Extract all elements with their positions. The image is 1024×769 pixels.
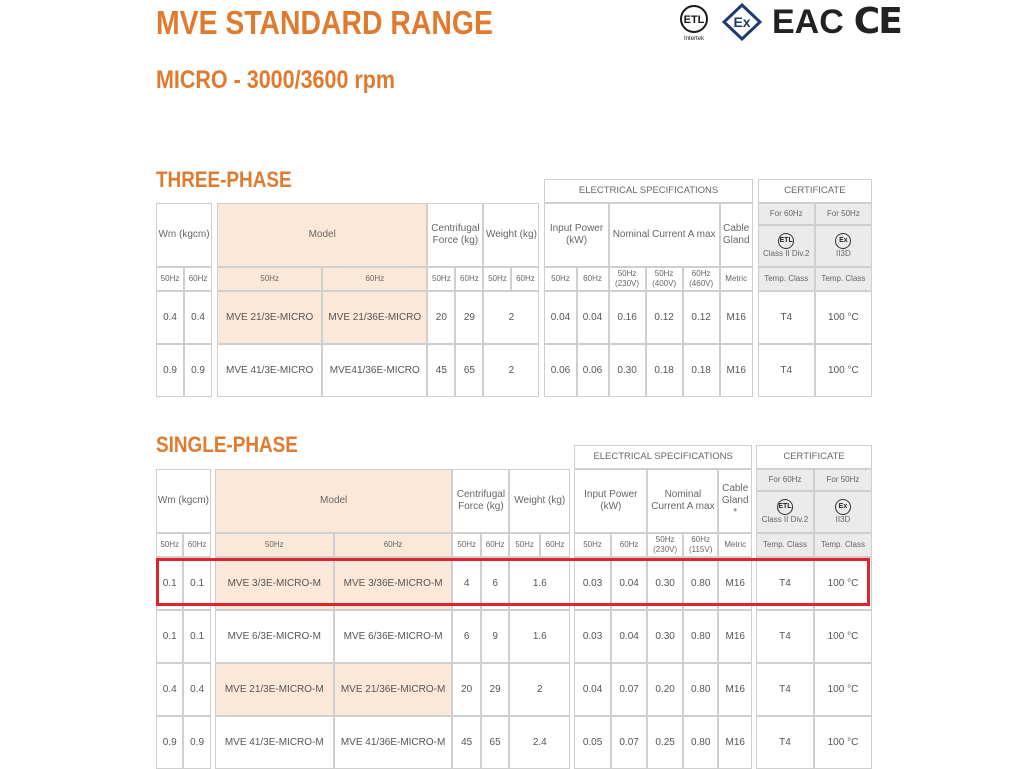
three-phase-title: THREE-PHASE [156, 167, 292, 192]
weight-header: Weight (kg) [483, 203, 539, 267]
metric-subheader: Metric [720, 267, 753, 291]
force-50hz-subheader: 50Hz [452, 533, 480, 557]
certificate-header: CERTIFICATE [756, 445, 872, 469]
ex-label: Ex [733, 14, 751, 30]
current-115v-subheader: 60Hz (115V) [683, 533, 719, 557]
force-60hz-subheader: 60Hz [481, 533, 509, 557]
weight-60hz-subheader: 60Hz [511, 267, 539, 291]
wm-50hz-subheader: 50Hz [156, 267, 184, 291]
temp-class-60-subheader: Temp. Class [758, 267, 815, 291]
nominal-current-header: Nominal Current A max [609, 203, 720, 267]
certification-logos [676, 2, 901, 42]
input-power-header: Input Power (kW) [544, 203, 608, 267]
single-phase-title: SINGLE-PHASE [156, 432, 298, 457]
cable-gland-header: Cable Gland * [718, 469, 752, 533]
cert-60hz-cell [758, 225, 815, 267]
nominal-current-header: Nominal Current A max [647, 469, 718, 533]
table-row-highlighted: 0.1 0.1 MVE 3/3E-MICRO-M MVE 3/36E-MICRO-M 4 6 1.6 0.03 0.04 0.30 0.80 M16 T4 100 °C [156, 557, 872, 610]
three-phase-table [156, 179, 872, 397]
weight-header: Weight (kg) [509, 469, 570, 533]
model-header: Model [215, 469, 453, 533]
wm-60hz-subheader: 60Hz [184, 267, 212, 291]
weight-50hz-subheader: 50Hz [509, 533, 539, 557]
weight-50hz-subheader: 50Hz [483, 267, 511, 291]
metric-subheader: Metric [718, 533, 752, 557]
model-60hz-subheader: 60Hz [322, 267, 427, 291]
etl-listed-icon [676, 3, 712, 41]
cert-60hz-label: Class II Div.2 [761, 515, 809, 525]
model-header: Model [217, 203, 427, 267]
input-power-header: Input Power (kW) [574, 469, 647, 533]
power-60hz-subheader: 60Hz [611, 533, 648, 557]
page-title: MVE STANDARD RANGE [156, 4, 493, 41]
force-50hz-subheader: 50Hz [427, 267, 455, 291]
table-row: 0.4 0.4 MVE 21/3E-MICRO-M MVE 21/36E-MICRO-M 20 29 2 0.04 0.07 0.20 0.80 M16 T4 100 °C [156, 663, 872, 716]
wm-header: Wm (kgcm) [156, 469, 211, 533]
power-60hz-subheader: 60Hz [577, 267, 609, 291]
temp-class-50-subheader: Temp. Class [814, 533, 872, 557]
model-50hz-subheader: 50Hz [217, 267, 322, 291]
etl-icon: ETL [778, 233, 794, 249]
svg-text:ETL: ETL [683, 14, 705, 26]
for-50hz-header: For 50Hz [815, 203, 872, 225]
single-phase-table [156, 445, 872, 769]
power-50hz-subheader: 50Hz [574, 533, 611, 557]
atex-ex-icon [722, 3, 762, 41]
certificate-header: CERTIFICATE [758, 179, 872, 203]
for-60hz-header: For 60Hz [758, 203, 815, 225]
model-50hz-subheader: 50Hz [215, 533, 334, 557]
ex-icon: Ex [835, 499, 851, 515]
cert-60hz-cell [756, 491, 814, 533]
wm-50hz-subheader: 50Hz [156, 533, 183, 557]
force-60hz-subheader: 60Hz [455, 267, 483, 291]
for-60hz-header: For 60Hz [756, 469, 814, 491]
centrifugal-force-header: Centrifugal Force (kg) [427, 203, 483, 267]
cable-gland-header: Cable Gland [720, 203, 753, 267]
etl-icon: ETL [777, 499, 793, 515]
electrical-specs-header: ELECTRICAL SPECIFICATIONS [544, 179, 752, 203]
temp-class-60-subheader: Temp. Class [756, 533, 814, 557]
ce-mark: CE [853, 1, 901, 42]
for-50hz-header: For 50Hz [814, 469, 872, 491]
cert-50hz-label: II3D [836, 249, 851, 259]
temp-class-50-subheader: Temp. Class [815, 267, 872, 291]
model-60hz-subheader: 60Hz [334, 533, 453, 557]
table-row: 0.4 0.4 MVE 21/3E-MICRO MVE 21/36E-MICRO 20 29 2 0.04 0.04 0.16 0.12 0.12 M16 T4 100 °C [156, 291, 872, 344]
centrifugal-force-header: Centrifugal Force (kg) [452, 469, 509, 533]
cert-60hz-label: Class II Div.2 [762, 249, 810, 259]
current-400v-subheader: 50Hz (400V) [646, 267, 683, 291]
current-230v-subheader: 50Hz (230V) [609, 267, 646, 291]
cert-50hz-cell [814, 491, 872, 533]
weight-60hz-subheader: 60Hz [540, 533, 570, 557]
etl-label: Intertek [683, 36, 705, 41]
ex-icon: Ex [835, 233, 851, 249]
cert-50hz-label: II3D [835, 515, 851, 525]
wm-60hz-subheader: 60Hz [183, 533, 210, 557]
power-50hz-subheader: 50Hz [544, 267, 576, 291]
current-460v-subheader: 60Hz (460V) [683, 267, 720, 291]
current-230v-subheader: 50Hz (230V) [647, 533, 683, 557]
cert-50hz-cell [815, 225, 872, 267]
table-row: 0.9 0.9 MVE 41/3E-MICRO MVE41/36E-MICRO 45 65 2 0.06 0.06 0.30 0.18 0.18 M16 T4 100 °C [156, 344, 872, 397]
table-row: 0.1 0.1 MVE 6/3E-MICRO-M MVE 6/36E-MICRO-M 6 9 1.6 0.03 0.04 0.30 0.80 M16 T4 100 °C [156, 610, 872, 663]
wm-header: Wm (kgcm) [156, 203, 212, 267]
electrical-specs-header: ELECTRICAL SPECIFICATIONS [574, 445, 752, 469]
table-row: 0.9 0.9 MVE 41/3E-MICRO-M MVE 41/36E-MICRO-M 45 65 2.4 0.05 0.07 0.25 0.80 M16 T4 100 °C [156, 716, 872, 769]
page-subtitle: MICRO - 3000/3600 rpm [156, 66, 395, 94]
eac-mark: EAC [772, 3, 844, 41]
